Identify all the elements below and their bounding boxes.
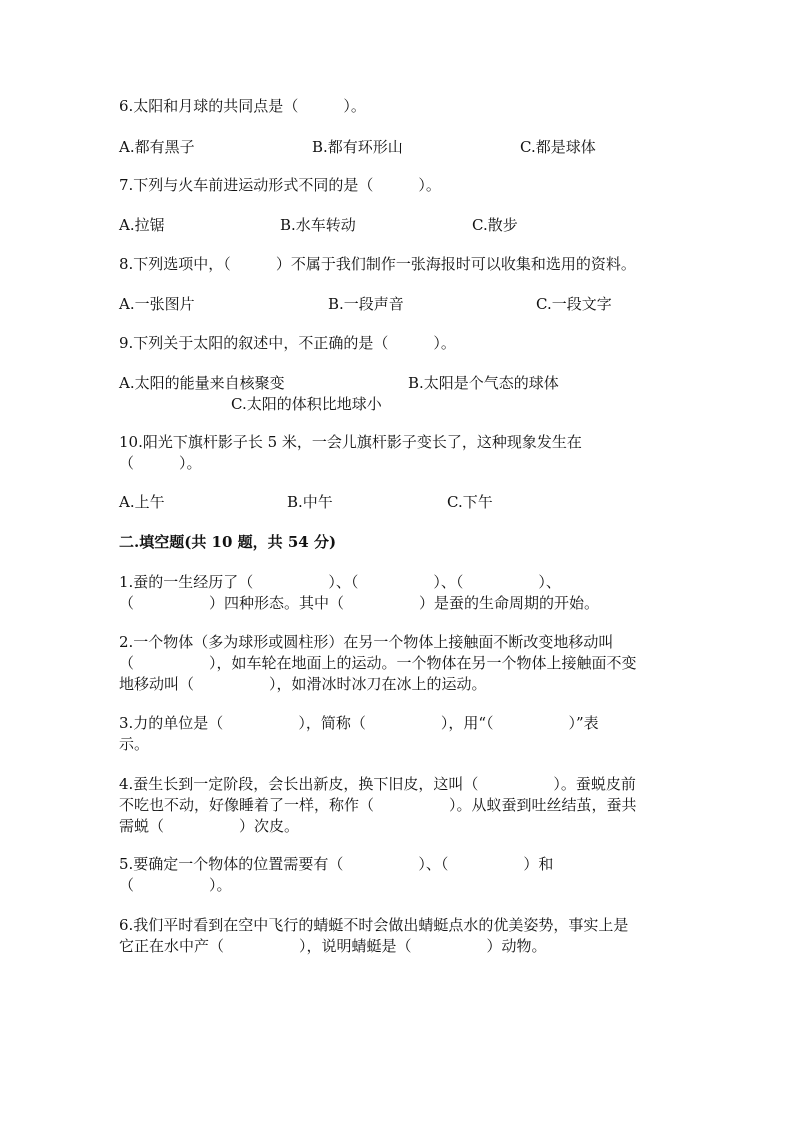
- question-7-stem: 7.下列与火车前进运动形式不同的是（ ）。: [119, 176, 441, 194]
- question-9-option-b: B.太阳是个气态的球体: [408, 374, 559, 392]
- question-9-option-c: C.太阳的体积比地球小: [231, 395, 382, 413]
- fill-2-line-2: （ ），如车轮在地面上的运动。一个物体在另一个物体上接触面不变: [119, 654, 637, 672]
- fill-2-line-3: 地移动叫（ ），如滑冰时冰刀在冰上的运动。: [119, 675, 487, 693]
- fill-6-line-1: 6.我们平时看到在空中飞行的蜻蜓不时会做出蜻蜓点水的优美姿势，事实上是: [119, 916, 629, 934]
- fill-1-line-1: 1.蚕的一生经历了（ ）、（ ）、（ ）、: [119, 573, 561, 591]
- fill-6-line-2: 它正在水中产（ ），说明蜻蜓是（ ）动物。: [119, 937, 547, 955]
- question-7-option-c: C.散步: [472, 216, 518, 234]
- question-9-option-a: A.太阳的能量来自核聚变: [119, 374, 285, 392]
- question-10-option-c: C.下午: [447, 493, 493, 511]
- fill-3-line-2: 示。: [119, 735, 150, 753]
- question-10-stem-line-2: （ ）。: [119, 454, 202, 472]
- question-10-option-a: A.上午: [119, 493, 165, 511]
- fill-4-line-1: 4.蚕生长到一定阶段，会长出新皮，换下旧皮，这叫（ ）。蚕蜕皮前: [119, 775, 636, 793]
- question-9-stem: 9.下列关于太阳的叙述中，不正确的是（ ）。: [119, 334, 456, 352]
- question-6-option-a: A.都有黑子: [119, 138, 195, 156]
- fill-2-line-1: 2.一个物体（多为球形或圆柱形）在另一个物体上接触面不断改变地移动叫: [119, 633, 614, 651]
- fill-5-line-2: （ ）。: [119, 876, 232, 894]
- fill-4-line-2: 不吃也不动，好像睡着了一样，称作（ ）。从蚁蚕到吐丝结茧，蚕共: [119, 796, 637, 814]
- fill-3-line-1: 3.力的单位是（ ），简称（ ），用“（ ）”表: [119, 714, 599, 732]
- question-7-option-a: A.拉锯: [119, 216, 165, 234]
- section-heading: 二.填空题(共 10 题，共 54 分): [119, 533, 337, 551]
- question-8-option-c: C.一段文字: [536, 295, 612, 313]
- question-6-option-c: C.都是球体: [520, 138, 596, 156]
- question-8-option-b: B.一段声音: [328, 295, 404, 313]
- fill-1-line-2: （ ）四种形态。其中（ ）是蚕的生命周期的开始。: [119, 594, 600, 612]
- question-10-stem-line-1: 10.阳光下旗杆影子长 5 米，一会儿旗杆影子变长了，这种现象发生在: [119, 433, 582, 451]
- question-8-option-a: A.一张图片: [119, 295, 195, 313]
- question-6-option-b: B.都有环形山: [312, 138, 403, 156]
- question-7-option-b: B.水车转动: [280, 216, 356, 234]
- fill-5-line-1: 5.要确定一个物体的位置需要有（ ）、（ ）和: [119, 855, 554, 873]
- question-8-stem: 8.下列选项中，（ ）不属于我们制作一张海报时可以收集和选用的资料。: [119, 255, 636, 273]
- fill-4-line-3: 需蜕（ ）次皮。: [119, 817, 300, 835]
- question-6-stem: 6.太阳和月球的共同点是（ ）。: [119, 97, 366, 115]
- question-10-option-b: B.中午: [287, 493, 333, 511]
